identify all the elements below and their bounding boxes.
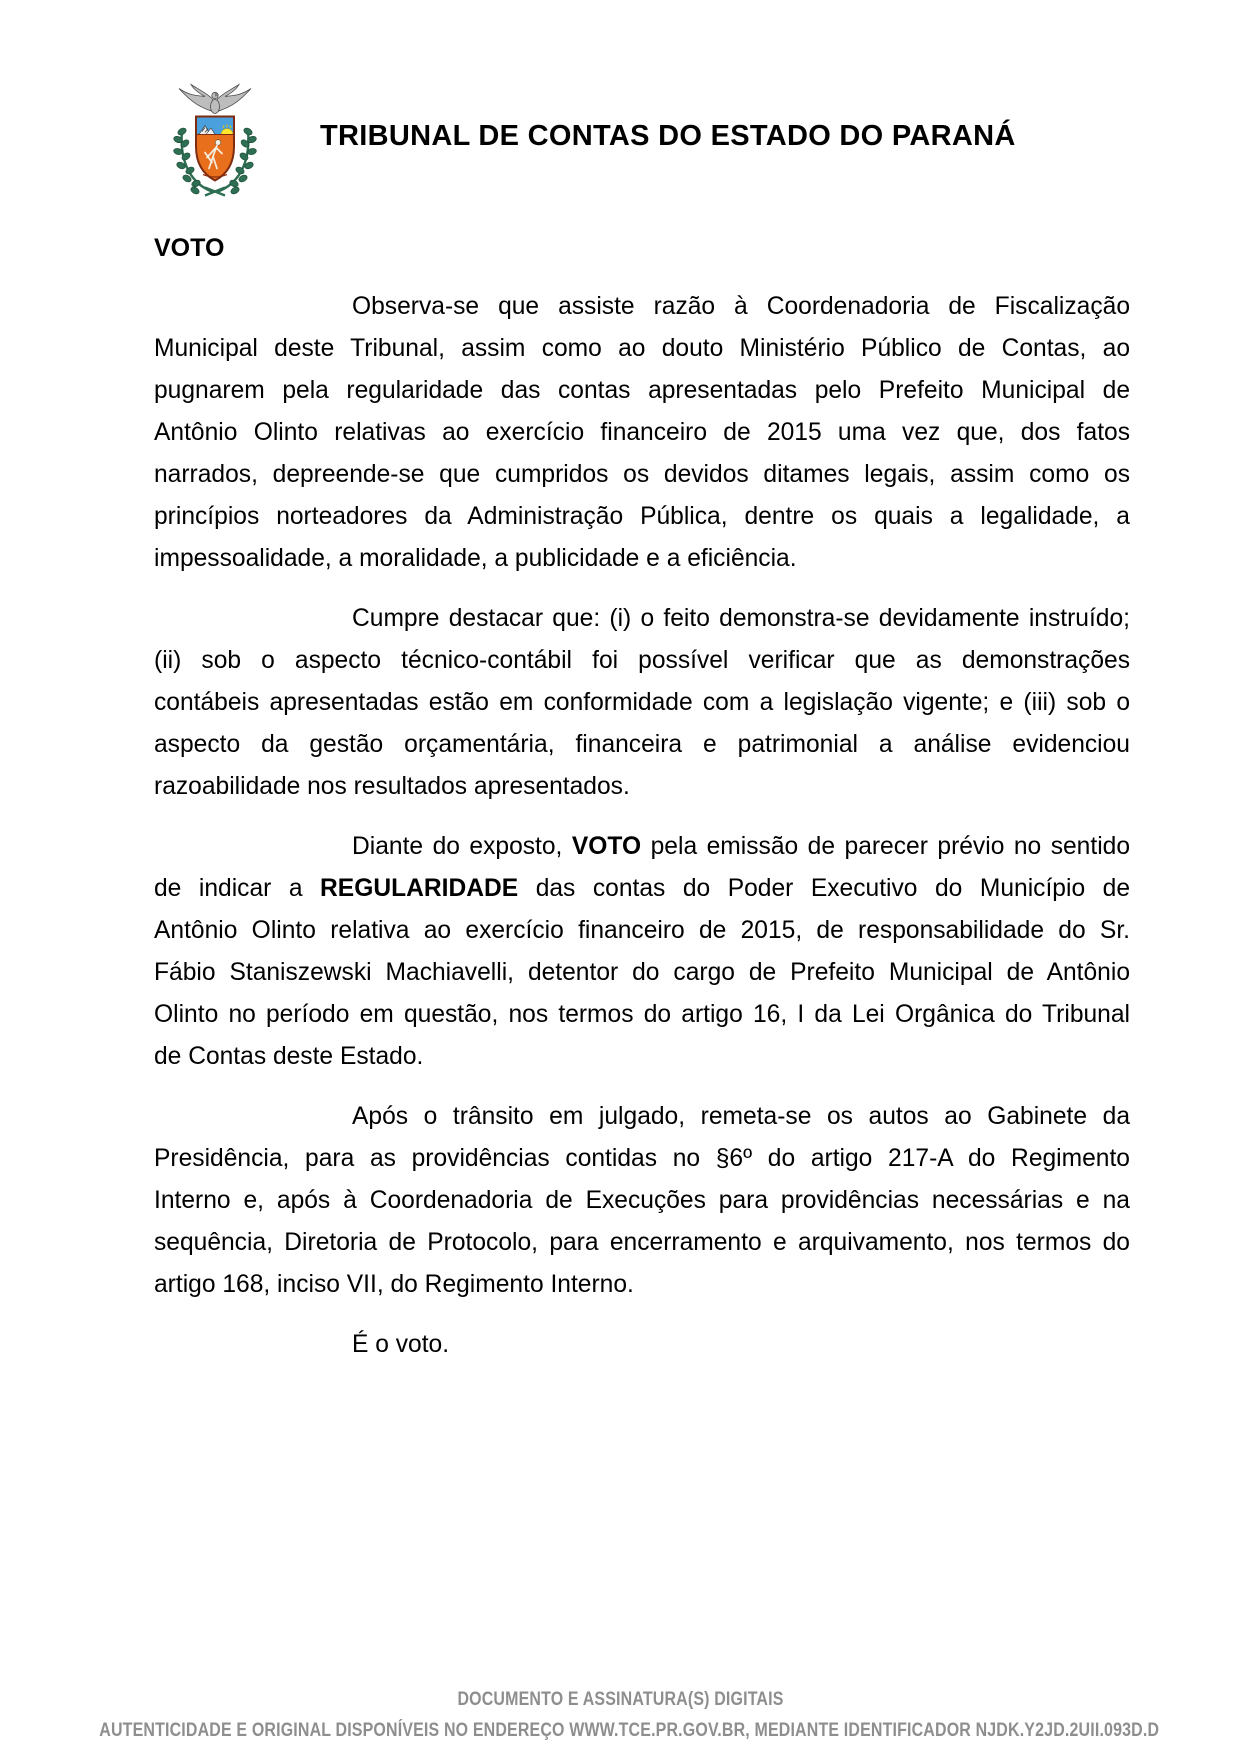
paragraph-line: Antônio Olinto relativa ao exercício financeiro de 2015, de responsabilidade do Sr.: [154, 917, 1130, 944]
paragraph-line: princípios norteadores da Administração Pública, dentre os quais a legalidade, a: [154, 503, 1130, 530]
paragraph: [154, 826, 1130, 1078]
paragraph-line: aspecto da gestão orçamentária, financeira e patrimonial a análise evidenciou: [154, 731, 1130, 758]
paragraph-line: razoabilidade nos resultados apresentados.: [154, 773, 630, 800]
paragraph: [154, 598, 1130, 808]
paragraph: [154, 1096, 1130, 1306]
paragraph-line: Antônio Olinto relativas ao exercício financeiro de 2015 uma vez que, dos fatos: [154, 419, 1130, 446]
paragraph-line: de indicar a REGULARIDADE das contas do Poder Executivo do Município de: [154, 875, 1131, 902]
paragraph-line: contábeis apresentadas estão em conformidade com a legislação vigente; e (iii) sob o: [154, 689, 1130, 716]
paragraph-line: Olinto no período em questão, nos termos do artigo 16, I da Lei Orgânica do Tribunal: [154, 1001, 1130, 1028]
paragraph-line: É o voto.: [352, 1331, 450, 1358]
document-title: TRIBUNAL DE CONTAS DO ESTADO DO PARANÁ: [320, 120, 1016, 152]
paragraph-line: Após o trânsito em julgado, remeta-se os autos ao Gabinete da: [352, 1103, 1130, 1130]
paragraph-line: (ii) sob o aspecto técnico-contábil foi possível verificar que as demonstrações: [154, 647, 1130, 674]
footer-authenticity-note: AUTENTICIDADE E ORIGINAL DISPONÍVEIS NO ENDEREÇO WWW.TCE.PR.GOV.BR, MEDIANTE IDENTIFICADOR NJDK.Y2JD.2UII.093D.D: [99, 1720, 1160, 1741]
paragraph-line: impessoalidade, a moralidade, a publicidade e a eficiência.: [154, 545, 797, 572]
document-header: [0, 0, 1241, 210]
section-heading-voto: VOTO: [154, 234, 225, 262]
shield-icon: [196, 117, 234, 181]
paragraph-line: pugnarem pela regularidade das contas apresentadas pelo Prefeito Municipal de: [154, 377, 1130, 404]
paragraphs-container: [154, 286, 1130, 1366]
footer-digital-signature-note: DOCUMENTO E ASSINATURA(S) DIGITAIS: [457, 1689, 784, 1710]
paragraph-line: Diante do exposto, VOTO pela emissão de parecer prévio no sentido: [352, 833, 1131, 860]
paragraph-line: narrados, depreende-se que cumpridos os devidos ditames legais, assim como os: [154, 461, 1130, 488]
document-footer: [0, 1684, 1241, 1746]
paragraph-line: Interno e, após à Coordenadoria de Execuções para providências necessárias e na: [154, 1187, 1130, 1214]
paragraph-line: Observa-se que assiste razão à Coordenadoria de Fiscalização: [352, 293, 1130, 320]
coat-of-arms-svg: [165, 82, 265, 198]
paragraph-line: Fábio Staniszewski Machiavelli, detentor do cargo de Prefeito Municipal de Antônio: [154, 959, 1130, 986]
paragraph-line: Municipal deste Tribunal, assim como ao douto Ministério Público de Contas, ao: [154, 335, 1130, 362]
paragraph: [154, 1324, 1130, 1366]
paragraph-line: Cumpre destacar que: (i) o feito demonstra-se devidamente instruído;: [352, 605, 1130, 632]
paragraph: [154, 286, 1130, 580]
parana-coat-of-arms-icon: [165, 82, 265, 198]
document-body: [154, 234, 1130, 1384]
paragraph-line: Presidência, para as providências contidas no §6º do artigo 217-A do Regimento: [154, 1145, 1130, 1172]
paragraph-line: sequência, Diretoria de Protocolo, para encerramento e arquivamento, nos termos do: [154, 1229, 1130, 1256]
paragraph-line: de Contas deste Estado.: [154, 1043, 424, 1070]
paragraph-line: artigo 168, inciso VII, do Regimento Interno.: [154, 1271, 634, 1298]
eagle-icon: [179, 85, 251, 114]
